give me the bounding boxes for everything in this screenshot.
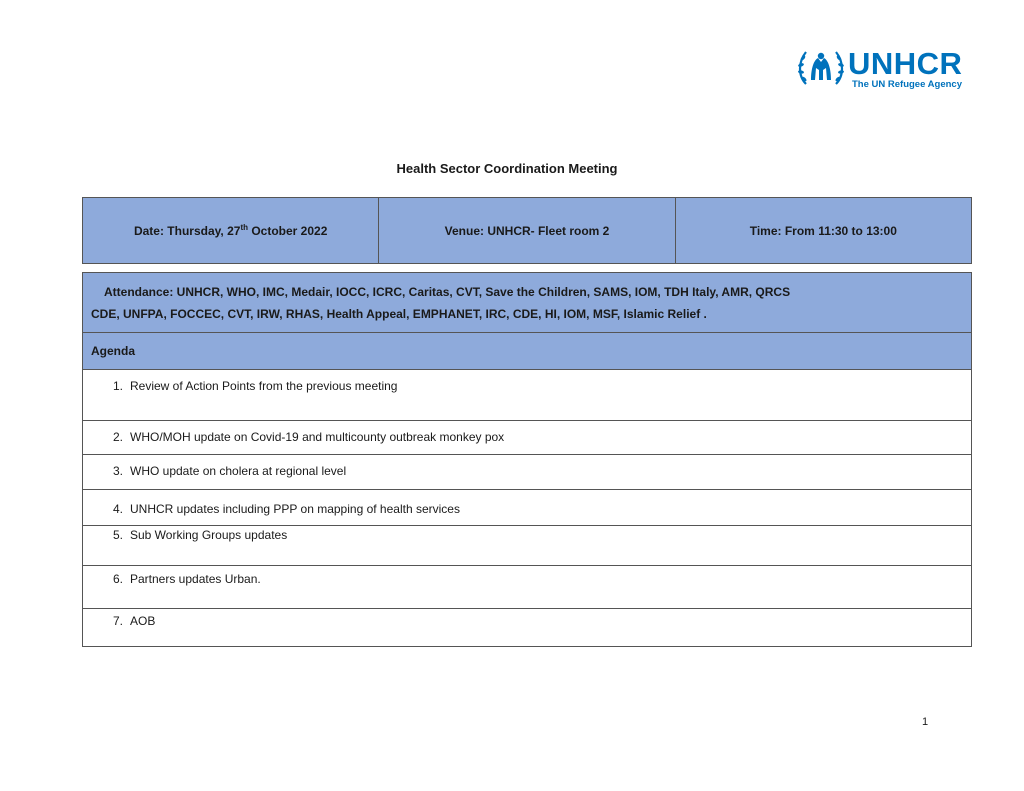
agenda-item-text: Review of Action Points from the previous meeting xyxy=(130,379,398,393)
agenda-item-text: Partners updates Urban. xyxy=(130,572,261,586)
agenda-item-text: UNHCR updates including PPP on mapping of health services xyxy=(130,502,460,516)
attendance-line-1: Attendance: UNHCR, WHO, IMC, Medair, IOCC, ICRC, Caritas, CVT, Save the Children, SAMS, IOM, TDH Italy, AMR, QRCS xyxy=(104,285,791,299)
agenda-item xyxy=(83,455,972,490)
agenda-item-text: WHO update on cholera at regional level xyxy=(130,464,347,478)
agenda-item-number: 6. xyxy=(112,572,123,586)
agenda-item-text: AOB xyxy=(130,614,156,628)
document-title: Health Sector Coordination Meeting xyxy=(396,161,618,176)
attendance-line-2: CDE, UNFPA, FOCCEC, CVT, IRW, RHAS, Health Appeal, EMPHANET, IRC, CDE, HI, IOM, MSF, Islamic Relief . xyxy=(91,307,707,321)
date-rest: October 2022 xyxy=(248,224,328,238)
agenda-item xyxy=(83,609,972,647)
agenda-table xyxy=(82,272,972,647)
time-cell: Time: From 11:30 to 13:00 xyxy=(675,198,971,264)
meeting-info-table xyxy=(82,197,972,264)
logo-wordmark: UNHCR xyxy=(848,46,963,81)
logo-tagline: The UN Refugee Agency xyxy=(852,79,962,90)
agenda-heading: Agenda xyxy=(83,333,972,370)
agenda-item-number: 2. xyxy=(112,430,123,444)
laurel-hands-emblem-icon xyxy=(796,46,846,90)
agenda-item-text: WHO/MOH update on Covid-19 and multicounty outbreak monkey pox xyxy=(130,430,505,444)
agenda-item-number: 3. xyxy=(112,464,123,478)
agenda-item xyxy=(83,370,972,421)
date-cell xyxy=(83,198,379,264)
agenda-item-number: 7. xyxy=(112,614,123,628)
agenda-item xyxy=(83,490,972,526)
agenda-item-number: 1. xyxy=(112,379,123,393)
agenda-item-number: 5. xyxy=(112,528,123,542)
attendance-cell xyxy=(83,273,972,333)
venue-cell: Venue: UNHCR- Fleet room 2 xyxy=(379,198,675,264)
agenda-item-number: 4. xyxy=(112,502,123,516)
agenda-item xyxy=(83,566,972,609)
date-ordinal: th xyxy=(240,223,248,232)
agenda-item xyxy=(83,421,972,455)
page-number: 1 xyxy=(922,716,929,728)
agenda-item-text: Sub Working Groups updates xyxy=(130,528,288,542)
date-label: Date: Thursday, 27 xyxy=(133,224,241,238)
unhcr-logo xyxy=(796,46,976,92)
agenda-item xyxy=(83,526,972,566)
